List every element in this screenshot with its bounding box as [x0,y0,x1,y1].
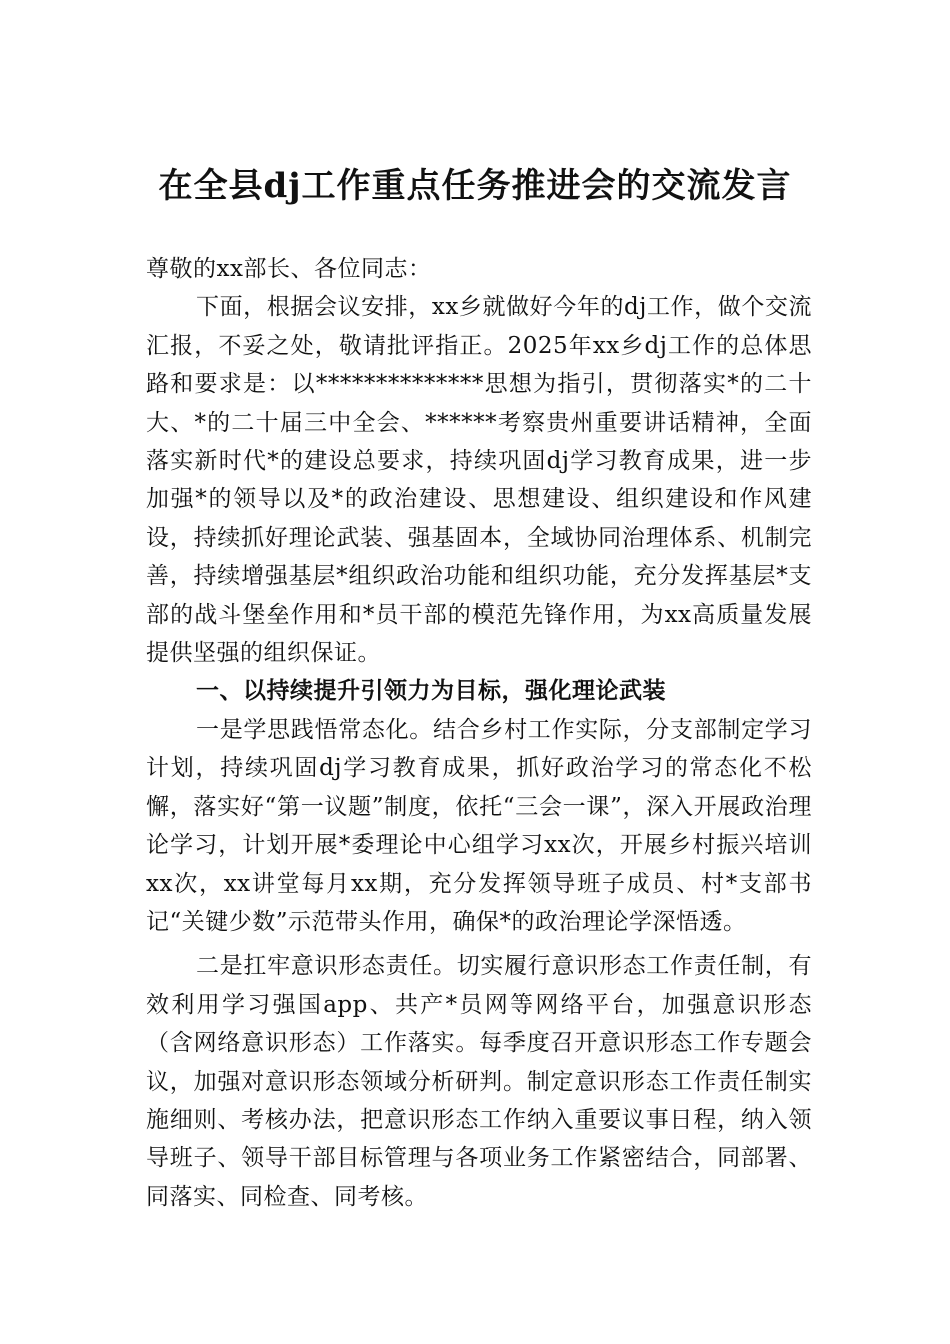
salutation: 尊敬的xx部长、各位同志： [146,256,432,282]
section1-paragraph-1: 一是学思践悟常态化。结合乡村工作实际，分支部制定学习计划，持续巩固dj学习教育成果，抓好政治学习的常态化不松懈，落实好“第一议题”制度，依托“三会一课”，深入开展政治理论学习，计划开展*委理论中心组学习xx次，开展乡村振兴培训xx次，xx讲堂每月xx期，充分发挥领导班子成员、村*支部书记“关键少数”示范带头作用，确保*的政治理论学深悟透。 [146,716,812,935]
document-title: 在全县dj工作重点任务推进会的交流发言 [158,166,792,206]
section-heading-1: 一、以持续提升引领力为目标，强化理论武装 [196,678,666,705]
document-body [146,250,812,1216]
intro-paragraph: 下面，根据会议安排，xx乡就做好今年的dj工作，做个交流汇报，不妥之处，敬请批评指正。2025年xx乡dj工作的总体思路和要求是：以**************思想为指引，贯彻落实*的二十大、*的二十届三中全会、******考察贵州重要讲话精神，全面落实新时代*的建设总要求，持续巩固dj学习教育成果，进一步加强*的领导以及*的政治建设、思想建设、组织建设和作风建设，持续抓好理论武装、强基固本，全域协同治理体系、机制完善，持续增强基层*组织政治功能和组织功能，充分发挥基层*支部的战斗堡垒作用和*员干部的模范先锋作用，为xx高质量发展提供坚强的组织保证。 [146,294,812,667]
section1-paragraph-2: 二是扛牢意识形态责任。切实履行意识形态工作责任制，有效利用学习强国app、共产*员网等网络平台，加强意识形态（含网络意识形态）工作落实。每季度召开意识形态工作专题会议，加强对意识形态领域分析研判。制定意识形态工作责任制实施细则、考核办法，把意识形态工作纳入重要议事日程，纳入领导班子、领导干部目标管理与各项业务工作紧密结合，同部署、同落实、同检查、同考核。 [146,953,812,1210]
